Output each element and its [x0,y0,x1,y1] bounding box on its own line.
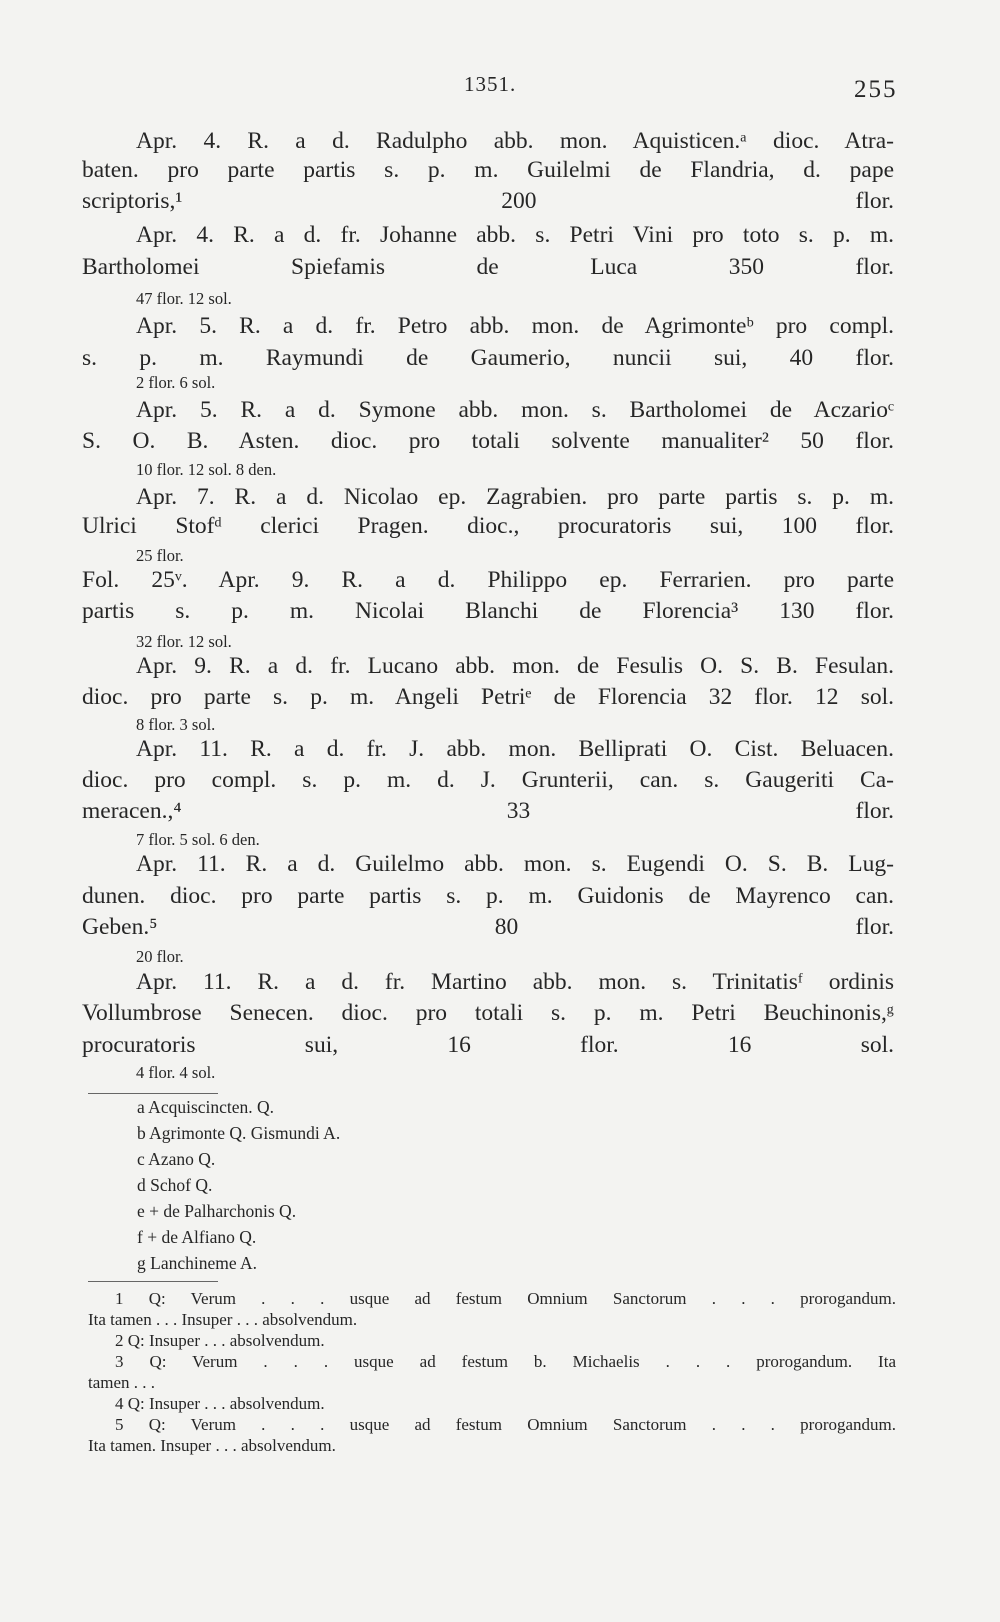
variant-note: a Acquiscincten. Q. [137,1097,275,1117]
payment-amount: 7 flor. 5 sol. 6 den. [136,830,260,849]
page-number: 255 [854,76,898,103]
entry-line: Apr. 7. R. a d. Nicolao ep. Zagrabien. pro parte partis s. p. m. [136,484,894,510]
footnote-line: 4 Q: Insuper . . . absolvendum. [115,1394,325,1413]
variant-note: f + de Alfiano Q. [137,1227,257,1247]
footnote-line: 3 Q: Verum . . . usque ad festum b. Michaelis . . . prorogandum. Ita [115,1352,896,1371]
variant-note: d Schof Q. [137,1175,213,1195]
variants-divider [88,1093,218,1094]
header-year: 1351. [464,72,517,96]
entry-line: Fol. 25ᵛ. Apr. 9. R. a d. Philippo ep. Ferrarien. pro parte [82,567,894,593]
payment-amount: 25 flor. [136,546,184,565]
entry-line: Apr. 9. R. a d. fr. Lucano abb. mon. de Fesulis O. S. B. Fesulan. [136,653,894,679]
payment-amount: 20 flor. [136,947,184,966]
entry-line: Apr. 11. R. a d. fr. Martino abb. mon. s. Trinitatisᶠ ordinis [136,969,894,995]
entry-line: Apr. 11. R. a d. fr. J. abb. mon. Belliprati O. Cist. Beluacen. [136,736,894,762]
entry-line: Bartholomei Spiefamis de Luca 350 flor. [82,254,894,280]
variant-note: c Azano Q. [137,1149,216,1169]
entry-line: partis s. p. m. Nicolai Blanchi de Florencia³ 130 flor. [82,598,894,624]
footnotes-divider [88,1281,218,1282]
footnote-line: tamen . . . [88,1373,156,1392]
payment-amount: 32 flor. 12 sol. [136,632,232,651]
payment-amount: 4 flor. 4 sol. [136,1063,216,1082]
payment-amount: 8 flor. 3 sol. [136,715,216,734]
entry-line: Apr. 4. R. a d. Radulpho abb. mon. Aquisticen.ᵃ dioc. Atra- [136,128,894,154]
variant-note: g Lanchineme A. [137,1253,258,1273]
entry-line: Apr. 4. R. a d. fr. Johanne abb. s. Petri Vini pro toto s. p. m. [136,222,894,248]
entry-line: dunen. dioc. pro parte partis s. p. m. Guidonis de Mayrenco can. [82,883,894,909]
entry-line: s. p. m. Raymundi de Gaumerio, nuncii sui, 40 flor. [82,345,894,371]
variant-note: e + de Palharchonis Q. [137,1201,297,1221]
entry-line: S. O. B. Asten. dioc. pro totali solvente manualiter² 50 flor. [82,428,894,454]
entry-line: procuratoris sui, 16 flor. 16 sol. [82,1032,894,1058]
entry-line: scriptoris,¹ 200 flor. [82,188,894,214]
entry-line: dioc. pro parte s. p. m. Angeli Petriᵉ de Florencia 32 flor. 12 sol. [82,684,894,710]
entry-line: Apr. 11. R. a d. Guilelmo abb. mon. s. Eugendi O. S. B. Lug- [136,851,894,877]
entry-line: Geben.⁵ 80 flor. [82,914,894,940]
footnote-line: 2 Q: Insuper . . . absolvendum. [115,1331,325,1350]
entry-line: Ulrici Stofᵈ clerici Pragen. dioc., procuratoris sui, 100 flor. [82,513,894,539]
payment-amount: 10 flor. 12 sol. 8 den. [136,460,277,479]
payment-amount: 47 flor. 12 sol. [136,289,232,308]
footnote-line: 1 Q: Verum . . . usque ad festum Omnium Sanctorum . . . prorogandum. [115,1289,896,1308]
payment-amount: 2 flor. 6 sol. [136,373,216,392]
footnote-line: Ita tamen . . . Insuper . . . absolvendum. [88,1310,358,1329]
entry-line: meracen.,⁴ 33 flor. [82,798,894,824]
entry-line: Vollumbrose Senecen. dioc. pro totali s. p. m. Petri Beuchinonis,ᵍ [82,1000,894,1026]
footnote-line: 5 Q: Verum . . . usque ad festum Omnium Sanctorum . . . prorogandum. [115,1415,896,1434]
footnote-line: Ita tamen. Insuper . . . absolvendum. [88,1436,336,1455]
entry-line: Apr. 5. R. a d. fr. Petro abb. mon. de Agrimonteᵇ pro compl. [136,313,894,339]
entry-line: dioc. pro compl. s. p. m. d. J. Grunterii, can. s. Gaugeriti Ca- [82,767,894,793]
entry-line: baten. pro parte partis s. p. m. Guilelmi de Flandria, d. pape [82,157,894,183]
variant-note: b Agrimonte Q. Gismundi A. [137,1123,341,1143]
entry-line: Apr. 5. R. a d. Symone abb. mon. s. Bartholomei de Aczarioᶜ [136,397,894,423]
